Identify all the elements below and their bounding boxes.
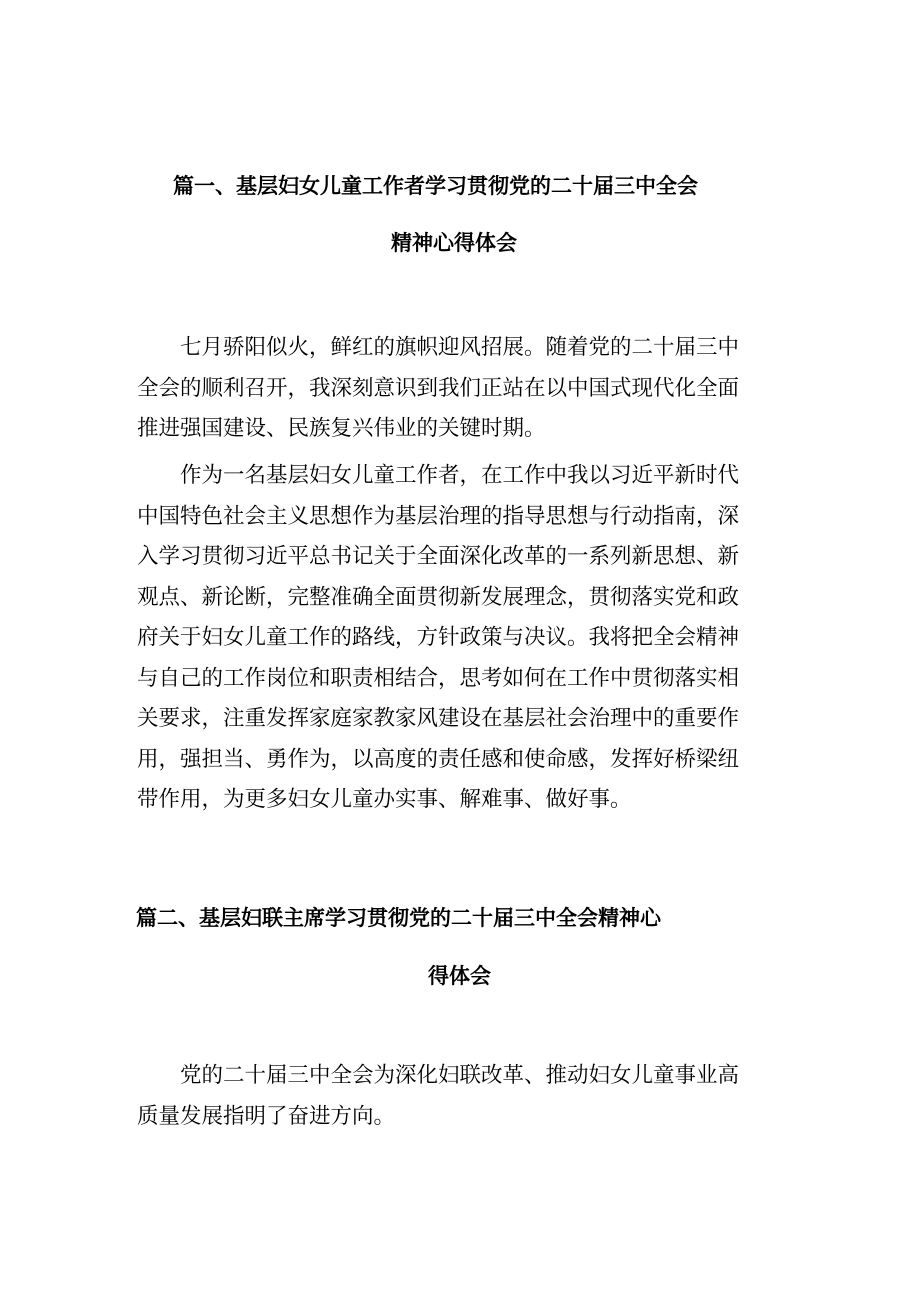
section-2-title-line-1: 篇二、基层妇联主席学习贯彻党的二十届三中全会精神心	[136, 906, 661, 930]
text-line: 与自己的工作岗位和职责相结合，思考如何在工作中贯彻落实相	[137, 665, 740, 691]
section-2-title-line-2: 得体会	[428, 964, 491, 988]
section-1-paragraph-1	[137, 328, 787, 450]
text-line: 作为一名基层妇女儿童工作者，在工作中我以习近平新时代	[180, 463, 740, 488]
text-line: 关要求，注重发挥家庭家教家风建设在基层社会治理中的重要作	[137, 706, 740, 731]
text-line: 党的二十届三中全会为深化妇联改革、推动妇女儿童事业高	[180, 1063, 740, 1088]
text-line: 带作用，为更多妇女儿童办实事、解难事、做好事。	[137, 787, 632, 812]
text-line: 质量发展指明了奋进方向。	[137, 1103, 396, 1129]
text-line: 中国特色社会主义思想作为基层治理的指导思想与行动指南，深	[137, 503, 740, 529]
section-2-paragraph-1	[137, 1056, 787, 1137]
section-1-paragraph-2	[137, 456, 787, 821]
text-line: 府关于妇女儿童工作的路线，方针政策与决议。我将把全会精神	[137, 625, 740, 650]
text-line: 入学习贯彻习近平总书记关于全面深化改革的一系列新思想、新	[137, 544, 740, 569]
text-line: 观点、新论断，完整准确全面贯彻新发展理念，贯彻落实党和政	[137, 584, 740, 610]
section-1-title-line-1: 篇一、基层妇女儿童工作者学习贯彻党的二十届三中全会	[173, 174, 698, 198]
text-line: 用，强担当、勇作为，以高度的责任感和使命感，发挥好桥梁纽	[137, 746, 740, 772]
section-1-title-line-2: 精神心得体会	[391, 231, 517, 255]
text-line: 七月骄阳似火，鲜红的旗帜迎风招展。随着党的二十届三中	[180, 335, 740, 360]
text-line: 全会的顺利召开，我深刻意识到我们正站在以中国式现代化全面	[137, 375, 740, 401]
text-line: 推进强国建设、民族复兴伟业的关键时期。	[137, 416, 546, 441]
